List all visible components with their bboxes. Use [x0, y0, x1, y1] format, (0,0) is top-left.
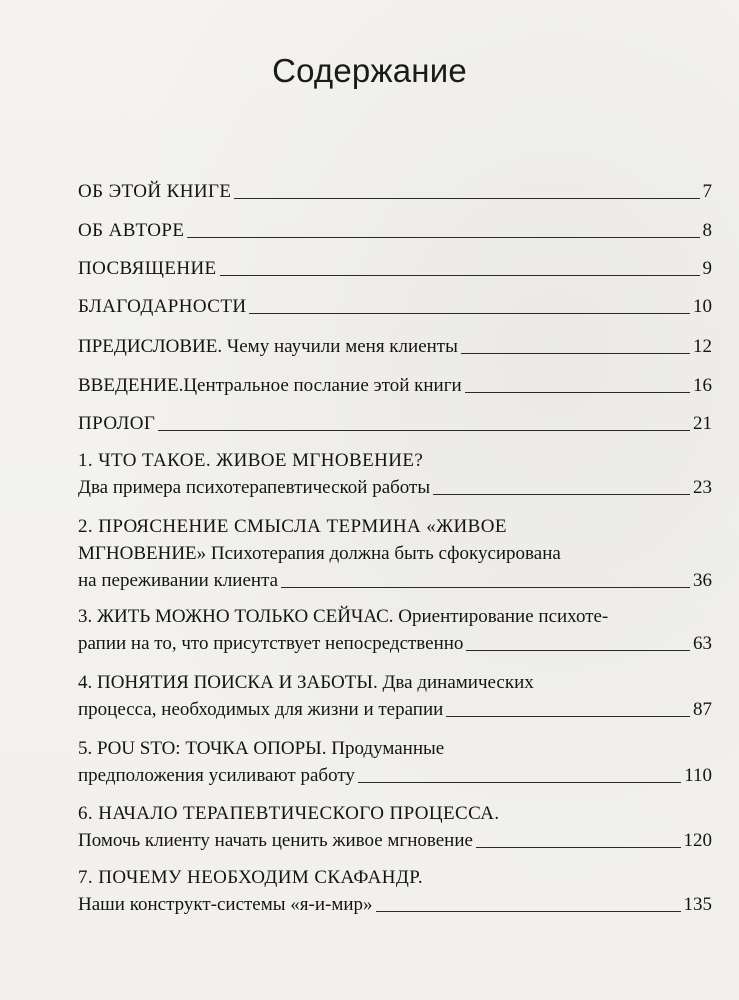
toc-entry-chapter-1	[78, 447, 712, 501]
dot-leader	[446, 716, 690, 717]
toc-entry-title: 5. POU STO: ТОЧКА ОПОРЫ. Продуманные	[78, 738, 445, 759]
toc-entry-about-book	[78, 178, 712, 205]
dot-leader	[187, 237, 699, 238]
dot-leader	[234, 198, 699, 199]
toc-page-number: 7	[702, 181, 712, 202]
toc-page-number: 23	[693, 477, 712, 498]
toc-entry-preface	[78, 333, 712, 360]
dot-leader	[358, 782, 681, 783]
toc-entry-chapter-3	[78, 603, 712, 657]
toc-page-number: 8	[702, 220, 712, 241]
toc-page-number: 135	[683, 894, 712, 915]
toc-page-number: 63	[693, 633, 712, 654]
toc-entry-subtitle: процесса, необходимых для жизни и терапии	[78, 699, 444, 720]
toc-entry-subtitle: Два примера психотерапевтической работы	[78, 477, 431, 498]
toc-entry-acknowledgements	[78, 293, 712, 320]
toc-page-number: 110	[684, 765, 712, 786]
toc-entry-title: ВВЕДЕНИЕ.Центральное послание этой книги	[78, 375, 462, 396]
toc-entry-subtitle: рапии на то, что присутствует непосредственно	[78, 633, 464, 654]
toc-page-number: 16	[693, 375, 712, 396]
toc-page-number: 12	[693, 336, 712, 357]
toc-entry-title: ОБ ЭТОЙ КНИГЕ	[78, 181, 232, 202]
dot-leader	[433, 494, 690, 495]
toc-entry-title: 3. ЖИТЬ МОЖНО ТОЛЬКО СЕЙЧАС. Ориентирование психоте-	[78, 606, 609, 627]
dot-leader	[461, 353, 690, 354]
dot-leader	[466, 650, 690, 651]
toc-page-number: 9	[702, 258, 712, 279]
dot-leader	[376, 911, 681, 912]
toc-entry-chapter-5	[78, 735, 712, 789]
toc-page-number: 10	[693, 296, 712, 317]
dot-leader	[281, 587, 690, 588]
toc-entry-subtitle: предположения усиливают работу	[78, 765, 355, 786]
toc-page-number: 120	[683, 830, 712, 851]
toc-entry-subtitle: Наши конструкт-системы «я-и-мир»	[78, 894, 373, 915]
toc-entry-title: 1. ЧТО ТАКОЕ. ЖИВОЕ МГНОВЕНИЕ?	[78, 450, 424, 471]
dot-leader	[476, 847, 681, 848]
dot-leader	[249, 313, 690, 314]
toc-entry-title: 2. ПРОЯСНЕНИЕ СМЫСЛА ТЕРМИНА «ЖИВОЕ	[78, 516, 507, 537]
toc-entry-chapter-2	[78, 513, 712, 594]
toc-entry-subtitle: МГНОВЕНИЕ» Психотерапия должна быть сфокусирована	[78, 543, 561, 564]
toc-entry-title: ПОСВЯЩЕНИЕ	[78, 258, 217, 279]
toc-entry-title: ПРЕДИСЛОВИЕ. Чему научили меня клиенты	[78, 336, 458, 357]
toc-page-number: 87	[693, 699, 712, 720]
dot-leader	[158, 430, 690, 431]
toc-entry-title: 7. ПОЧЕМУ НЕОБХОДИМ СКАФАНДР.	[78, 867, 423, 888]
toc-entry-title: БЛАГОДАРНОСТИ	[78, 296, 247, 317]
toc-entry-title: ПРОЛОГ	[78, 413, 156, 434]
toc-entry-chapter-4	[78, 669, 712, 723]
toc-entry-about-author	[78, 217, 712, 244]
dot-leader	[220, 275, 700, 276]
toc-entry-dedication	[78, 255, 712, 282]
dot-leader	[465, 392, 690, 393]
toc-page-number: 36	[693, 570, 712, 591]
page-title: Содержание	[272, 52, 467, 89]
toc-entry-title: ОБ АВТОРЕ	[78, 220, 185, 241]
toc-entry-chapter-7	[78, 864, 712, 918]
toc-entry-introduction	[78, 372, 712, 399]
toc-entry-subtitle: на переживании клиента	[78, 570, 279, 591]
toc-entry-prologue	[78, 410, 712, 437]
toc-entry-title: 6. НАЧАЛО ТЕРАПЕВТИЧЕСКОГО ПРОЦЕССА.	[78, 803, 500, 824]
toc-entry-title: 4. ПОНЯТИЯ ПОИСКА И ЗАБОТЫ. Два динамических	[78, 672, 534, 693]
toc-entry-subtitle: Помочь клиенту начать ценить живое мгновение	[78, 830, 473, 851]
toc-entry-chapter-6	[78, 800, 712, 854]
toc-page-number: 21	[693, 413, 712, 434]
